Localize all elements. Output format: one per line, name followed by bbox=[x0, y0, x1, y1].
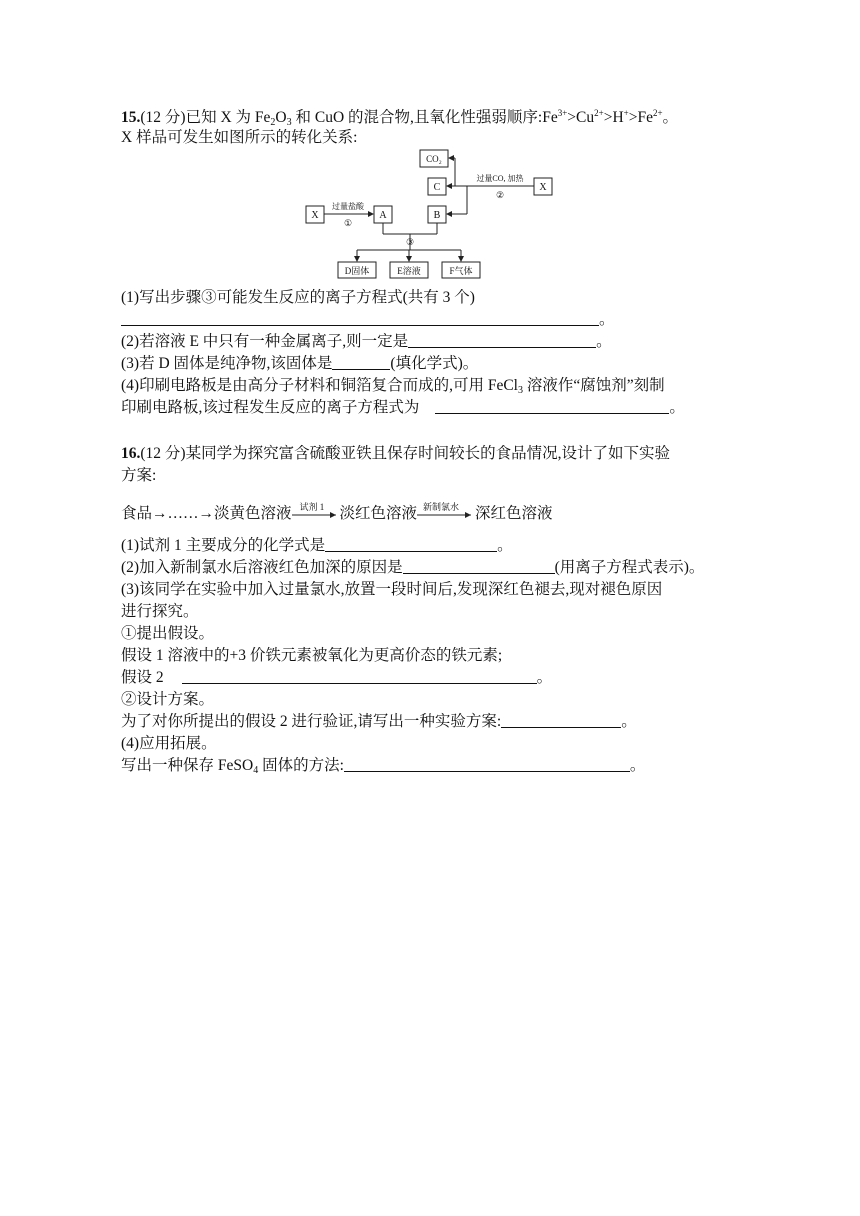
superscript: 2+ bbox=[594, 108, 604, 118]
answer-blank[interactable] bbox=[325, 537, 497, 552]
superscript: 2+ bbox=[652, 108, 663, 118]
q15-text: >H bbox=[603, 109, 624, 126]
q15-score: (12 分) bbox=[140, 109, 186, 126]
q15-part1: (1)写出步骤③可能发生反应的离子方程式(共有 3 个) bbox=[121, 289, 475, 306]
answer-blank[interactable] bbox=[332, 355, 390, 370]
q16-part2 bbox=[121, 558, 704, 578]
q16-part1-text: (1)试剂 1 主要成分的化学式是 bbox=[121, 537, 326, 554]
q15-part4-line1 bbox=[121, 376, 665, 396]
q16-number: 16. bbox=[121, 445, 141, 462]
arrow-icon bbox=[417, 506, 475, 522]
label-f: F气体 bbox=[449, 266, 473, 276]
q15-part4-text: (4)印刷电路板是由高分子材料和铜箔复合而成的,可用 FeCl bbox=[121, 377, 518, 394]
storage-text: 写出一种保存 FeSO bbox=[121, 757, 254, 774]
q16-score: (12 分) bbox=[140, 445, 186, 462]
q15-part3-text-b: (填化学式)。 bbox=[390, 355, 479, 372]
label-x-right: X bbox=[539, 182, 547, 193]
subscript: 3 bbox=[517, 385, 523, 396]
q16-part3-line2: 进行探究。 bbox=[121, 603, 199, 620]
label-co2: CO₂ bbox=[426, 154, 442, 164]
reagent2-label: 新制氯水 bbox=[423, 502, 460, 513]
superscript: + bbox=[623, 108, 629, 118]
label-d: D固体 bbox=[344, 266, 370, 276]
label-step3: ③ bbox=[405, 237, 415, 247]
q16-step1: ①提出假设。 bbox=[121, 625, 215, 642]
hypothesis2-label: 假设 2 bbox=[121, 669, 164, 686]
q15-part2 bbox=[121, 332, 612, 352]
q15-part4-text-b: 溶液作“腐蚀剂”刻制 bbox=[522, 377, 665, 394]
q16-text: 某同学为探究富含硫酸亚铁且保存时间较长的食品情况,设计了如下实验 bbox=[185, 445, 670, 462]
q16-part2-text-b: (用离子方程式表示)。 bbox=[554, 559, 705, 576]
q15-part4-text-2: 印刷电路板,该过程发生反应的离子方程式为 bbox=[121, 399, 420, 416]
answer-blank[interactable] bbox=[182, 669, 537, 684]
q16-stem-line2: 方案: bbox=[121, 467, 157, 484]
q15-text: 和 CuO 的混合物,且氧化性强弱顺序:Fe bbox=[291, 109, 558, 126]
arrow-reagent1 bbox=[292, 502, 340, 522]
label-excess-co: 过量CO, 加热 bbox=[476, 174, 524, 183]
answer-blank[interactable] bbox=[435, 399, 669, 414]
label-x-left: X bbox=[311, 210, 319, 221]
answer-blank[interactable] bbox=[408, 333, 596, 348]
q16-hypothesis2 bbox=[121, 668, 552, 688]
answer-blank[interactable] bbox=[501, 713, 621, 728]
punct: 。 bbox=[596, 333, 612, 350]
label-step2: ② bbox=[495, 190, 505, 200]
punct: 。 bbox=[599, 311, 615, 328]
plan-text: 为了对你所提出的假设 2 进行验证,请写出一种实验方案: bbox=[121, 713, 502, 730]
q15-text: 。 bbox=[662, 109, 679, 126]
q15-text: 已知 X 为 Fe bbox=[185, 109, 271, 126]
reagent1-label: 试剂 1 bbox=[299, 502, 325, 513]
q16-step2: ②设计方案。 bbox=[121, 691, 215, 708]
q15-stem-line2: X 样品可发生如图所示的转化关系: bbox=[121, 129, 358, 146]
q16-part4: (4)应用拓展。 bbox=[121, 735, 217, 752]
flow-step-a: 食品→……→淡黄色溶液 bbox=[121, 505, 292, 522]
q16-part2-text: (2)加入新制氯水后溶液红色加深的原因是 bbox=[121, 559, 403, 576]
q15-part2-text: (2)若溶液 E 中只有一种金属离子,则一定是 bbox=[121, 333, 409, 350]
punct: 。 bbox=[629, 757, 646, 774]
q15-part4-line2 bbox=[121, 398, 685, 418]
q15-text: >Fe bbox=[628, 109, 653, 126]
q16-part1 bbox=[121, 536, 513, 556]
answer-blank[interactable] bbox=[344, 757, 630, 772]
punct: 。 bbox=[536, 669, 553, 686]
subscript: 2 bbox=[270, 117, 276, 128]
label-e: E溶液 bbox=[397, 266, 421, 276]
q16-stem-line1 bbox=[121, 444, 670, 464]
q15-part1-answer bbox=[121, 310, 615, 330]
punct: 。 bbox=[497, 537, 513, 554]
q16-plan bbox=[121, 712, 637, 732]
superscript: 3+ bbox=[557, 108, 568, 118]
q16-part3-line1: (3)该同学在实验中加入过量氯水,放置一段时间后,发现深红色褪去,现对褪色原因 bbox=[121, 581, 663, 598]
label-b: B bbox=[433, 210, 441, 221]
flow-step-c: 深红色溶液 bbox=[475, 505, 553, 522]
q15-part3 bbox=[121, 354, 478, 374]
answer-blank[interactable] bbox=[403, 559, 555, 574]
q15-text: O bbox=[275, 109, 287, 126]
arrow-reagent2 bbox=[417, 502, 475, 522]
label-excess-hcl: 过量盐酸 bbox=[332, 202, 364, 211]
q16-storage bbox=[121, 756, 645, 776]
label-step1: ① bbox=[343, 218, 353, 228]
arrow-icon bbox=[292, 506, 340, 522]
q16-hypothesis1: 假设 1 溶液中的+3 价铁元素被氧化为更高价态的铁元素; bbox=[121, 647, 503, 664]
flow-step-b: 淡红色溶液 bbox=[339, 505, 418, 522]
label-a: A bbox=[379, 210, 387, 221]
q15-number: 15. bbox=[121, 109, 141, 126]
punct: 。 bbox=[621, 713, 637, 730]
conversion-diagram bbox=[300, 146, 560, 282]
q16-flow bbox=[121, 504, 553, 524]
subscript: 4 bbox=[253, 765, 259, 776]
punct: 。 bbox=[669, 399, 685, 416]
label-c: C bbox=[433, 182, 441, 193]
subscript: 3 bbox=[286, 117, 292, 128]
q15-stem-line1 bbox=[121, 108, 678, 128]
storage-text-b: 固体的方法: bbox=[258, 757, 344, 774]
q15-text: >Cu bbox=[567, 109, 595, 126]
answer-blank[interactable] bbox=[121, 311, 599, 326]
q15-part3-text: (3)若 D 固体是纯净物,该固体是 bbox=[121, 355, 333, 372]
